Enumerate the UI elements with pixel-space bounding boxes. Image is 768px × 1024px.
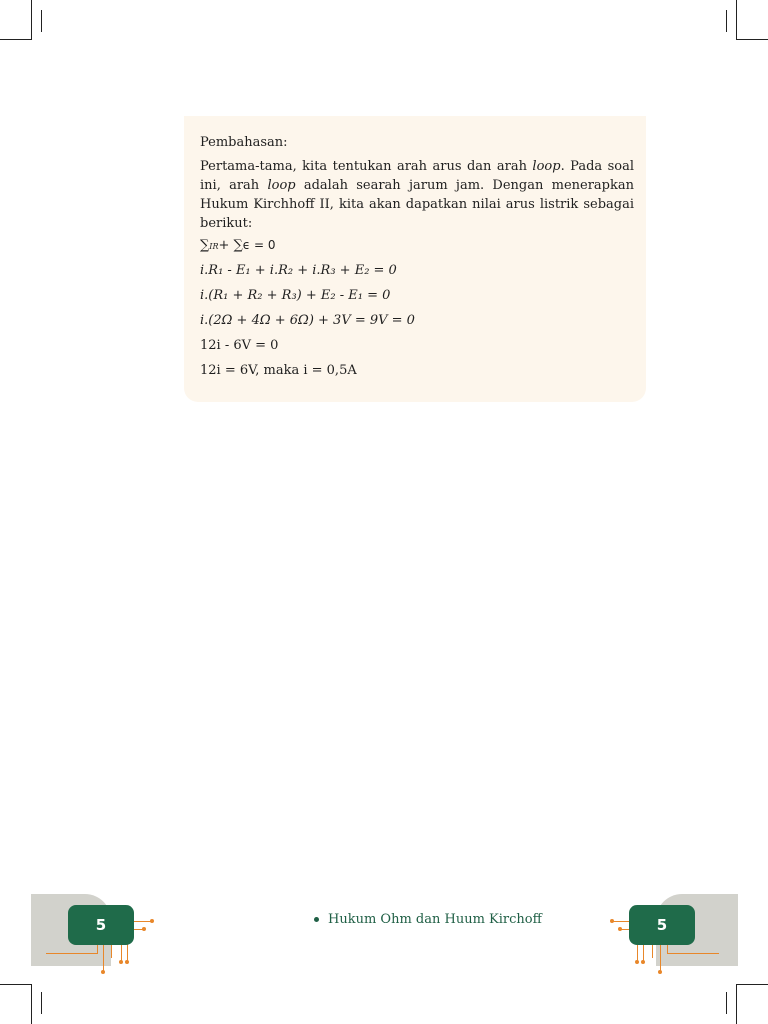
discussion-box	[184, 116, 646, 402]
equation-text: i.(2Ω + 4Ω + 6Ω) + 3V = 9V = 0	[200, 313, 415, 328]
equation-2	[200, 262, 634, 287]
sum-symbol: ∑	[200, 238, 210, 253]
equation-text: 12i - 6V = 0	[200, 338, 279, 353]
crop-mark	[41, 992, 42, 1014]
circuit-trace	[132, 921, 152, 922]
circuit-node	[618, 927, 622, 931]
circuit-trace	[652, 944, 653, 958]
equation-1	[200, 237, 634, 262]
paragraph-text: adalah searah jarum jam. Dengan menerapkan Hukum Kirchhoff II, kita akan dapatkan nilai arus listrik sebagai berikut:	[200, 178, 634, 231]
crop-mark	[31, 984, 32, 1024]
circuit-node	[641, 960, 645, 964]
discussion-paragraph	[200, 157, 634, 233]
crop-mark	[41, 10, 42, 32]
discussion-content	[200, 134, 634, 387]
page-number-left: 5	[68, 905, 134, 945]
equation-5	[200, 337, 634, 362]
footer-title	[314, 912, 542, 927]
circuit-node	[610, 919, 614, 923]
discussion-heading: Pembahasan:	[200, 135, 288, 150]
sum-symbol: + ∑	[218, 238, 243, 253]
bullet-icon	[314, 917, 319, 922]
crop-mark	[736, 0, 737, 40]
circuit-trace	[97, 944, 98, 954]
crop-mark	[0, 39, 32, 40]
circuit-node	[658, 970, 662, 974]
circuit-node	[125, 960, 129, 964]
circuit-trace	[612, 921, 630, 922]
equation-term: ϵ	[242, 238, 251, 252]
circuit-trace	[667, 944, 668, 954]
circuit-trace	[111, 944, 112, 958]
crop-mark	[0, 984, 32, 985]
paragraph-text: . Pada soal ini, arah	[200, 159, 634, 193]
circuit-trace	[46, 953, 98, 954]
equation-4	[200, 312, 634, 337]
circuit-trace	[660, 944, 661, 972]
equation-term: = 0	[250, 238, 276, 252]
circuit-trace	[667, 953, 719, 954]
equation-term: IR	[209, 242, 219, 251]
equation-text: 12i = 6V, maka i = 0,5A	[200, 363, 357, 378]
paragraph-italic: loop	[267, 178, 296, 193]
crop-mark	[726, 10, 727, 32]
equation-text: i.(R₁ + R₂ + R₃) + E₂ - E₁ = 0	[200, 288, 391, 303]
crop-mark	[736, 984, 768, 985]
crop-mark	[31, 0, 32, 40]
equation-6	[200, 362, 634, 387]
circuit-node	[635, 960, 639, 964]
page-number-right: 5	[629, 905, 695, 945]
circuit-node	[142, 927, 146, 931]
paragraph-italic: loop	[532, 159, 561, 174]
footer-title-text: Hukum Ohm dan Huum Kirchoff	[328, 912, 542, 927]
equation-3	[200, 287, 634, 312]
circuit-trace	[103, 944, 104, 972]
circuit-node	[119, 960, 123, 964]
equation-text: i.R₁ - E₁ + i.R₂ + i.R₃ + E₂ = 0	[200, 263, 397, 278]
crop-mark	[736, 39, 768, 40]
paragraph-text: Pertama-tama, kita tentukan arah arus dan arah	[200, 159, 533, 174]
circuit-node	[150, 919, 154, 923]
crop-mark	[726, 992, 727, 1014]
crop-mark	[736, 984, 737, 1024]
circuit-node	[101, 970, 105, 974]
